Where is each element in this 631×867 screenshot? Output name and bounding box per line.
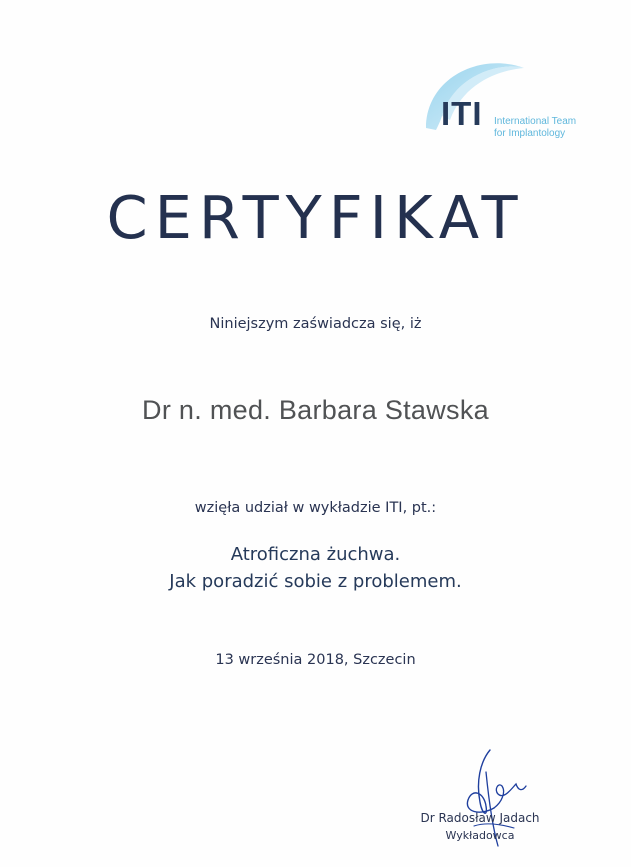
lecture-title bbox=[0, 541, 631, 595]
lecture-title-line2: Jak poradzić sobie z problemem. bbox=[169, 571, 462, 592]
recipient-name: Dr n. med. Barbara Stawska bbox=[142, 395, 489, 425]
participation-text: wzięła udział w wykładzie ITI, pt.: bbox=[194, 500, 437, 516]
iti-logo-mark: ITI bbox=[441, 95, 483, 132]
iti-logo-subtitle-line1: International Team bbox=[494, 116, 577, 127]
iti-logo-subtitle-line2: for Implantology bbox=[494, 128, 566, 139]
iti-logo-subtitle bbox=[494, 116, 576, 140]
signatory-role: Wykładowca bbox=[445, 829, 515, 842]
intro-text: Niniejszym zaświadcza się, iż bbox=[209, 316, 422, 332]
signatory-name: Dr Radosław Jadach bbox=[420, 811, 540, 825]
certificate-title: CERTYFIKAT bbox=[106, 183, 525, 252]
lecture-title-line1: Atroficzna żuchwa. bbox=[230, 544, 401, 565]
event-date-location: 13 września 2018, Szczecin bbox=[215, 652, 416, 668]
